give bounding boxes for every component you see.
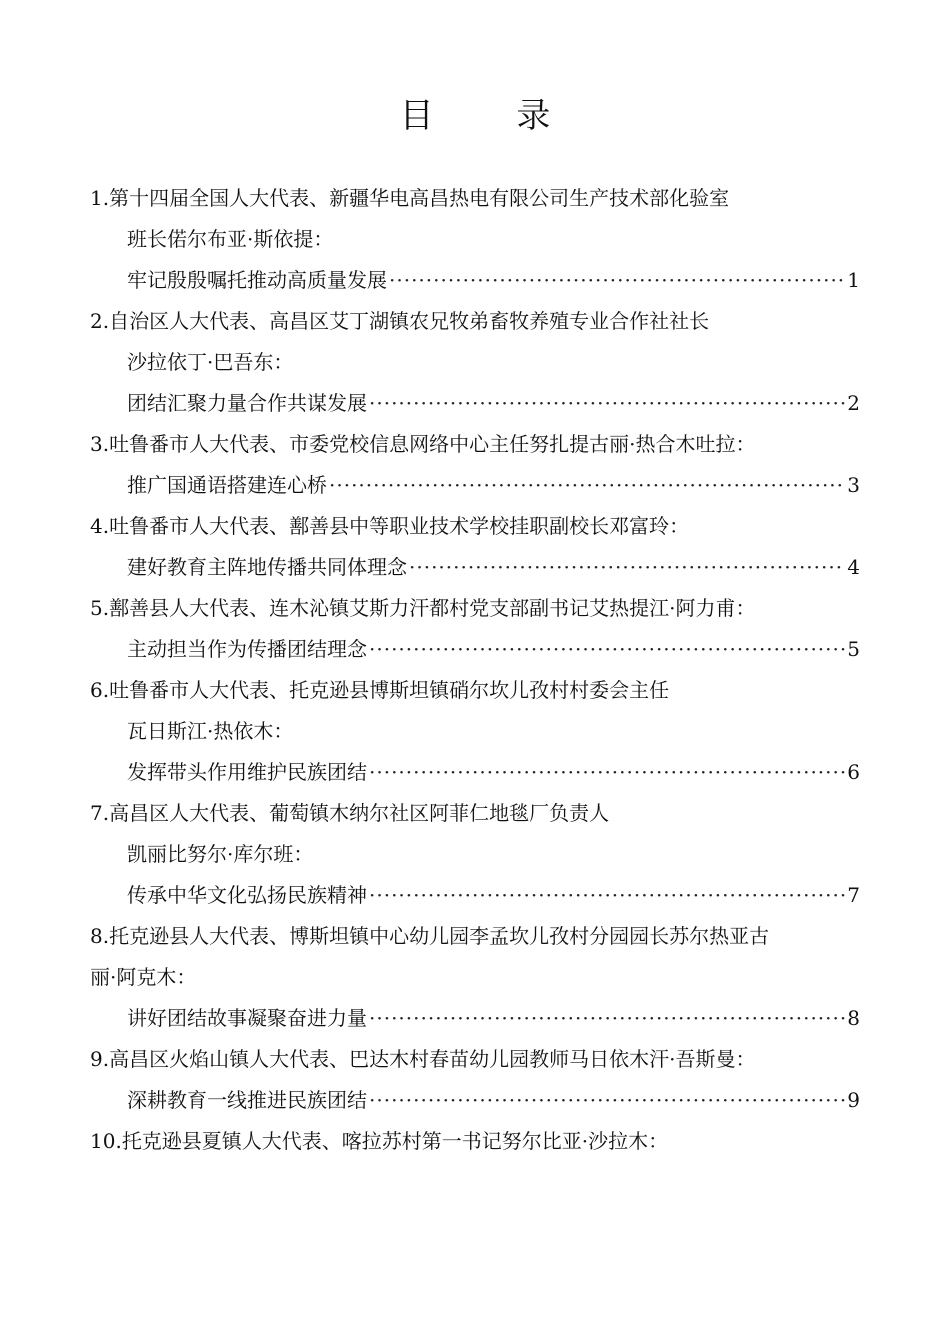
entry-number: 5. — [90, 596, 110, 620]
entry-text: 托克逊县人大代表、博斯坦镇中心幼儿园李孟坎儿孜村分园园长苏尔热亚古 — [109, 924, 770, 948]
toc-subtitle-line[interactable] — [90, 629, 860, 670]
entry-number: 4. — [90, 514, 110, 538]
toc-entry-heading — [90, 1121, 860, 1162]
toc-entry-heading — [90, 178, 860, 219]
entry-number: 7. — [90, 801, 110, 825]
entry-text-continuation: 丽·阿克木： — [90, 965, 197, 989]
toc-entry-heading — [90, 506, 860, 547]
toc-subtitle-line[interactable] — [90, 260, 860, 301]
entry-text: 第十四届全国人大代表、新疆华电高昌热电有限公司生产技术部化验室 — [109, 186, 730, 210]
entry-text: 自治区人大代表、高昌区艾丁湖镇农兄牧弟畜牧养殖专业合作社社长 — [109, 309, 710, 333]
toc-entry[interactable] — [90, 424, 860, 506]
toc-subtitle-line[interactable] — [90, 547, 860, 588]
toc-entry-heading — [90, 588, 860, 629]
toc-subtitle-line[interactable] — [90, 998, 860, 1039]
page-number: 6 — [847, 760, 860, 784]
entry-number: 6. — [90, 678, 110, 702]
entry-subtitle: 深耕教育一线推进民族团结 — [127, 1088, 367, 1112]
toc-entry[interactable] — [90, 916, 860, 1039]
entry-text: 吐鲁番市人大代表、鄯善县中等职业技术学校挂职副校长邓富玲： — [109, 514, 690, 538]
entry-text-line: 沙拉依丁·巴吾东： — [127, 350, 294, 374]
entry-text-line: 瓦日斯江·热依木： — [127, 719, 294, 743]
toc-entry-heading — [90, 916, 860, 957]
page-number: 5 — [847, 637, 860, 661]
toc-entry[interactable] — [90, 670, 860, 793]
table-of-contents — [90, 178, 860, 1162]
entry-subtitle: 团结汇聚力量合作共谋发展 — [127, 391, 367, 415]
entry-number: 2. — [90, 309, 110, 333]
toc-subtitle-line[interactable] — [90, 752, 860, 793]
page-number: 1 — [847, 268, 860, 292]
toc-entry[interactable] — [90, 301, 860, 424]
entry-text-line: 凯丽比努尔·库尔班： — [127, 842, 314, 866]
entry-subtitle: 建好教育主阵地传播共同体理念 — [127, 555, 407, 579]
page-number: 3 — [847, 473, 860, 497]
entry-number: 10. — [90, 1129, 122, 1153]
entry-subtitle: 发挥带头作用维护民族团结 — [127, 760, 367, 784]
page-number: 9 — [847, 1088, 860, 1112]
toc-entry-heading — [90, 1039, 860, 1080]
entry-subtitle: 传承中华文化弘扬民族精神 — [127, 883, 367, 907]
toc-entry[interactable] — [90, 178, 860, 301]
toc-subtitle-line[interactable] — [90, 1080, 860, 1121]
entry-subtitle: 主动担当作为传播团结理念 — [127, 637, 367, 661]
dot-leader — [369, 383, 845, 424]
entry-subtitle: 推广国通语搭建连心桥 — [127, 473, 327, 497]
toc-entry-heading — [90, 670, 860, 711]
toc-entry[interactable] — [90, 588, 860, 670]
dot-leader — [329, 465, 845, 506]
entry-text: 吐鲁番市人大代表、托克逊县博斯坦镇硝尔坎儿孜村村委会主任 — [109, 678, 670, 702]
dot-leader — [369, 1080, 845, 1121]
toc-entry-heading — [90, 793, 860, 834]
entry-number: 1. — [90, 186, 110, 210]
entry-number: 3. — [90, 432, 110, 456]
entry-text-line: 班长偌尔布亚·斯依提： — [127, 227, 334, 251]
toc-entry-heading — [90, 301, 860, 342]
page-number: 8 — [847, 1006, 860, 1030]
entry-text: 托克逊县夏镇人大代表、喀拉苏村第一书记努尔比亚·沙拉木： — [121, 1129, 669, 1153]
dot-leader — [409, 547, 845, 588]
toc-entry[interactable] — [90, 506, 860, 588]
page-number: 2 — [847, 391, 860, 415]
entry-subtitle: 讲好团结故事凝聚奋进力量 — [127, 1006, 367, 1030]
entry-text: 高昌区火焰山镇人大代表、巴达木村春苗幼儿园教师马日依木汗·吾斯曼： — [109, 1047, 756, 1071]
toc-subtitle-line[interactable] — [90, 465, 860, 506]
toc-entry-heading — [90, 424, 860, 465]
page-number: 7 — [847, 883, 860, 907]
toc-entry[interactable] — [90, 793, 860, 916]
dot-leader — [369, 752, 845, 793]
entry-number: 8. — [90, 924, 110, 948]
dot-leader — [369, 998, 845, 1039]
toc-entry[interactable] — [90, 1121, 860, 1162]
entry-text: 鄯善县人大代表、连木沁镇艾斯力汗都村党支部副书记艾热提江·阿力甫： — [109, 596, 756, 620]
toc-subtitle-line[interactable] — [90, 383, 860, 424]
entry-subtitle: 牢记殷殷嘱托推动高质量发展 — [127, 268, 387, 292]
toc-entry[interactable] — [90, 1039, 860, 1121]
page-title: 目 录 — [399, 96, 587, 136]
entry-number: 9. — [90, 1047, 110, 1071]
entry-text: 高昌区人大代表、葡萄镇木纳尔社区阿菲仁地毯厂负责人 — [109, 801, 610, 825]
entry-text: 吐鲁番市人大代表、市委党校信息网络中心主任努扎提古丽·热合木吐拉： — [109, 432, 756, 456]
page-number: 4 — [847, 555, 860, 579]
dot-leader — [369, 875, 845, 916]
toc-subtitle-line[interactable] — [90, 875, 860, 916]
dot-leader — [369, 629, 845, 670]
dot-leader — [389, 260, 845, 301]
